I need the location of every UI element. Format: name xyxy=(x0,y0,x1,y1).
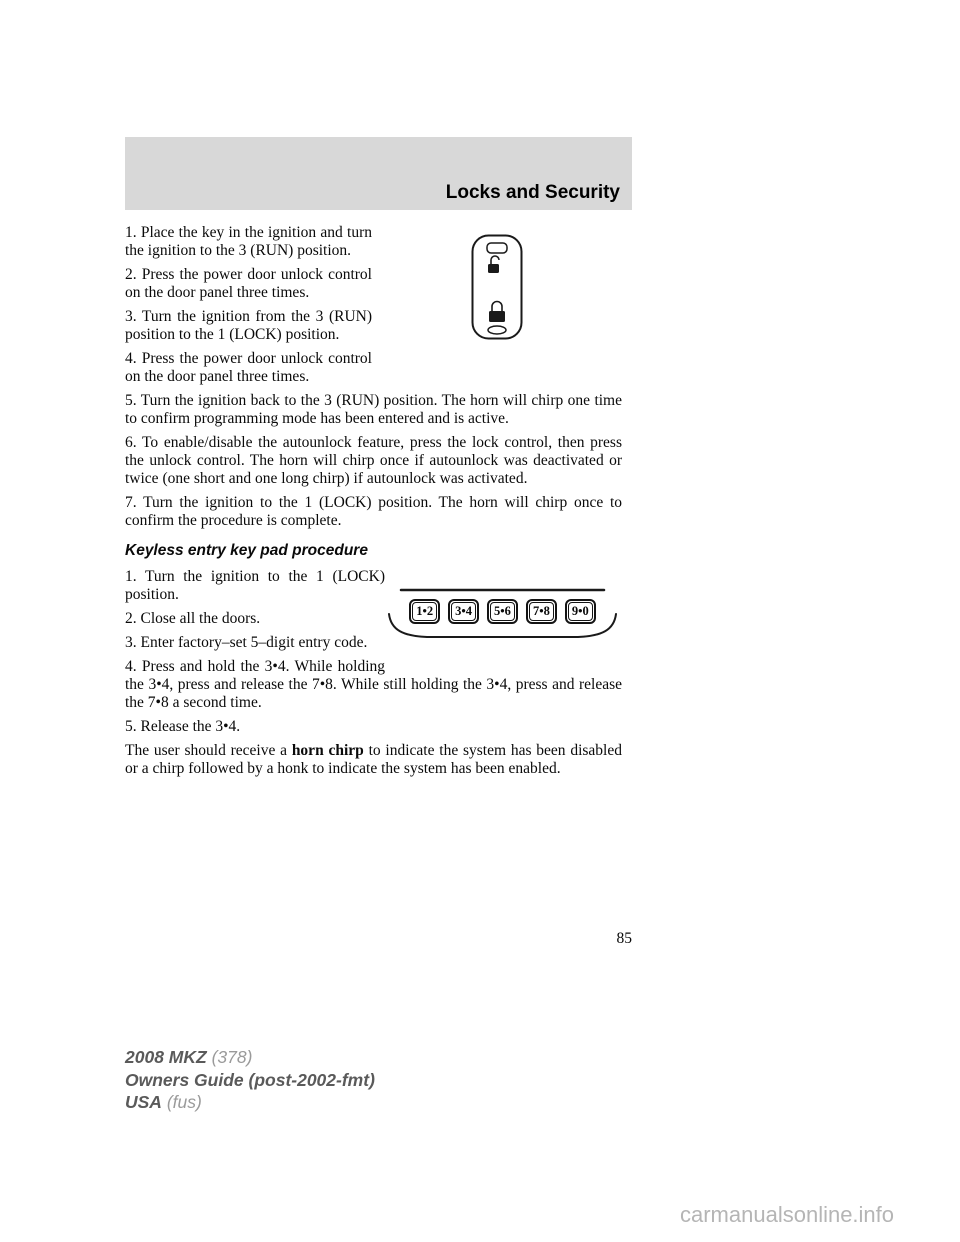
step-paragraph: 2. Close all the doors. xyxy=(125,610,261,627)
page-number: 85 xyxy=(616,930,632,947)
closing-text-pre: The user should receive a xyxy=(125,742,292,759)
closing-paragraph xyxy=(125,742,622,778)
step-paragraph: 4. Press the power door unlock control on the door panel three times. xyxy=(125,350,372,385)
horn-chirp-emphasis: horn chirp xyxy=(291,742,364,759)
footer-country-suffix: (fus) xyxy=(161,1092,202,1112)
keypad-button-9-0: 9•0 xyxy=(565,599,596,624)
closing-text-post: to indicate the system has been disabled or a chirp followed by a honk to indicate the system has been enabled. xyxy=(125,742,622,777)
keypad-button-3-4: 3•4 xyxy=(448,599,479,624)
body-content xyxy=(125,224,622,784)
footer-model-line xyxy=(125,1046,375,1069)
footer-guide-line xyxy=(125,1069,375,1092)
keypad-button-7-8: 7•8 xyxy=(526,599,557,624)
step-paragraph: 2. Press the power door unlock control on the door panel three times. xyxy=(125,266,372,301)
watermark-text: carmanualsonline.info xyxy=(680,1202,895,1227)
footer-model-suffix: (378) xyxy=(206,1047,253,1067)
step-paragraph: 1. Turn the ignition to the 1 (LOCK) position. xyxy=(125,568,385,603)
step-paragraph: 1. Place the key in the ignition and turn the ignition to the 3 (RUN) position. xyxy=(125,224,372,259)
footer-colophon xyxy=(125,1046,375,1114)
keypad-button-1-2: 1•2 xyxy=(409,599,440,624)
footer-guide: Owners Guide (post-2002-fmt) xyxy=(125,1069,375,1090)
section-heading: Keyless entry key pad procedure xyxy=(125,542,368,559)
step-paragraph: 5. Release the 3•4. xyxy=(125,718,241,735)
keypad-button-row xyxy=(385,599,620,624)
step-paragraph: 3. Turn the ignition from the 3 (RUN) position to the 1 (LOCK) position. xyxy=(125,308,372,343)
page-title: Locks and Security xyxy=(445,182,620,203)
keypad-illustration xyxy=(385,582,620,646)
step-paragraph: 6. To enable/disable the autounlock feature, press the lock control, then press the unlock control. The horn will chirp once if autounlock was deactivated or twice (one short and one long chirp) if autounlock was activated. xyxy=(125,434,622,487)
step-paragraph: 3. Enter factory–set 5–digit entry code. xyxy=(125,634,368,651)
door-lock-figure xyxy=(372,224,622,389)
footer-country-line xyxy=(125,1091,375,1114)
step-paragraph: 7. Turn the ignition to the 1 (LOCK) position. The horn will chirp once to confirm the procedure is complete. xyxy=(125,494,622,529)
keypad-figure xyxy=(385,568,622,668)
footer-model: 2008 MKZ xyxy=(125,1047,207,1067)
step-paragraph: 4. Press and hold the 3•4. While holding the 3•4, press and release the 7•8. While still holding the 3•4, press and release the 7•8 a second time. xyxy=(125,658,622,711)
footer-country: USA xyxy=(125,1092,162,1112)
step-paragraph: 5. Turn the ignition back to the 3 (RUN) position. The horn will chirp one time to confirm programming mode has been entered and is active. xyxy=(125,392,622,427)
keypad-button-5-6: 5•6 xyxy=(487,599,518,624)
door-lock-illustration xyxy=(471,234,523,340)
header-band xyxy=(125,137,632,210)
